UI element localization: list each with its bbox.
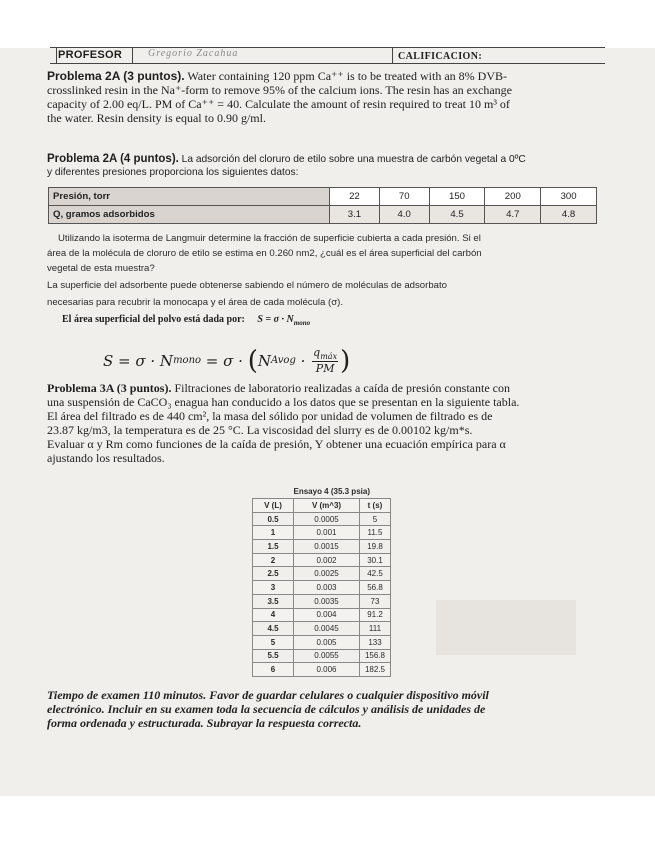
surface-area-equation (103, 346, 350, 375)
row-label-pressure: Presión, torr (49, 188, 330, 206)
table-cell: 0.0055 (294, 649, 360, 663)
problem-2-line: área de la molécula de cloruro de etilo se estima en 0.260 nm2, ¿cuál es el área superficial del carbón (47, 248, 482, 259)
equation-dot: · (295, 351, 311, 370)
problem-2-line: La adsorción del cloruro de etilo sobre una muestra de carbón vegetal a 0ºC (178, 154, 526, 165)
table-cell: 73 (360, 594, 391, 608)
table-cell: 30.1 (360, 553, 391, 567)
equation-navog-sub: Avog (270, 355, 296, 367)
table-cell: 4.7 (485, 206, 541, 224)
left-paren: ( (247, 345, 258, 376)
langmuir-data-table (48, 187, 597, 224)
table-title-row (253, 484, 391, 499)
table-cell: 200 (485, 188, 541, 206)
table-cell: 5 (360, 512, 391, 526)
table-row (49, 206, 597, 224)
right-paren: ) (340, 345, 351, 376)
table-cell: 0.0045 (294, 622, 360, 636)
instructions-line: forma ordenada y estructurada. Subrayar la respuesta correcta. (47, 716, 362, 730)
equation-mid: = σ · (201, 351, 248, 370)
table-cell: 156.8 (360, 649, 391, 663)
table-cell: 22 (330, 188, 380, 206)
table-row (253, 526, 391, 540)
table-row (253, 567, 391, 581)
table-cell: 133 (360, 635, 391, 649)
table-cell: 5.5 (253, 649, 294, 663)
problem-3-title: Problema 3A (3 puntos). (47, 381, 172, 395)
table-cell: 4.0 (379, 206, 429, 224)
table-header-row (253, 499, 391, 513)
table-cell: 56.8 (360, 581, 391, 595)
table-cell: 42.5 (360, 567, 391, 581)
table-row (253, 635, 391, 649)
table-row (253, 649, 391, 663)
table-cell: 0.0015 (294, 540, 360, 554)
fraction-denominator: PM (315, 362, 335, 376)
problem-1-paragraph (47, 69, 612, 125)
numerator-symbol: q (313, 346, 321, 359)
header-divider (132, 47, 133, 64)
table-cell: 4.5 (253, 622, 294, 636)
table-cell: 0.002 (294, 553, 360, 567)
table-cell: 0.006 (294, 663, 360, 677)
problem-3-line: Evaluar α y Rm como funciones de la caída de presión, Y obtener una ecuación empírica para α (47, 437, 506, 451)
problem-2-line: y diferentes presiones proporciona los siguientes datos: (47, 167, 299, 178)
problem-2-intro (47, 153, 617, 179)
column-header: V (m^3) (294, 499, 360, 513)
problem-3-line: 23.87 kg/m3, la temperatura es de 25 °C. La viscosidad del slurry es de 0.00102 kg/m*s. (47, 423, 473, 437)
area-formula-text: S = σ · N (257, 314, 294, 325)
problem-1-line: the water. Resin density is equal to 0.90 g/ml. (47, 111, 266, 125)
filtration-table-body (253, 512, 391, 676)
instructions-line: electrónico. Incluir en su examen toda la secuencia de cálculos y análisis de unidades de (47, 702, 486, 716)
equation-lhs-sub: mono (173, 355, 202, 367)
table-cell: 2.5 (253, 567, 294, 581)
table-cell: 4 (253, 608, 294, 622)
table-row (49, 188, 597, 206)
table-cell: 0.005 (294, 635, 360, 649)
table-row (253, 581, 391, 595)
equation-fraction (312, 346, 338, 375)
table-cell: 111 (360, 622, 391, 636)
row-label-adsorbed: Q, gramos adsorbidos (49, 206, 330, 224)
table-cell: 0.003 (294, 581, 360, 595)
problem-2-title: Problema 2A (4 puntos). (47, 153, 179, 165)
table-row (253, 540, 391, 554)
header-top-rule (50, 47, 605, 48)
shadow-smudge (436, 600, 576, 655)
table-cell: 6 (253, 663, 294, 677)
instructions-line: Tiempo de examen 110 minutos. Favor de guardar celulares o cualquier dispositivo móvil (47, 688, 489, 702)
table-cell: 11.5 (360, 526, 391, 540)
table-cell: 150 (429, 188, 485, 206)
column-header: V (L) (253, 499, 294, 513)
problem-3-line: una suspensión de CaCO₃ enagua han conducido a los datos que se presentan en la siguiente tabla. (47, 395, 520, 409)
column-header: t (s) (360, 499, 391, 513)
table-cell: 3 (253, 581, 294, 595)
table-cell: 4.5 (429, 206, 485, 224)
table-cell: 19.8 (360, 540, 391, 554)
numerator-sub: máx (320, 352, 338, 362)
table-cell: 0.001 (294, 526, 360, 540)
table-row (253, 608, 391, 622)
table-cell: 3.5 (253, 594, 294, 608)
problem-3-line: El área del filtrado es de 440 cm², la masa del sólido por unidad de volumen de filtrado es de (47, 409, 493, 423)
table-cell: 2 (253, 553, 294, 567)
table-cell: 300 (541, 188, 597, 206)
filtration-data-table (252, 484, 391, 677)
calificacion-label: CALIFICACION: (398, 51, 483, 62)
problem-3-line: Filtraciones de laboratorio realizadas a caída de presión constante con (171, 381, 510, 395)
table-cell: 70 (379, 188, 429, 206)
header-divider (56, 47, 57, 64)
table-cell: 91.2 (360, 608, 391, 622)
area-formula-line (62, 314, 310, 327)
equation-navog: N (257, 351, 271, 370)
problem-1-title: Problema 2A (3 puntos). (47, 69, 185, 83)
table-cell: 0.0025 (294, 567, 360, 581)
table-cell: 5 (253, 635, 294, 649)
problem-2-line: Utilizando la isoterma de Langmuir determine la fracción de superficie cubierta a cada presión. Si el (58, 233, 481, 244)
problem-3-paragraph (47, 381, 612, 465)
equation-lhs: S = σ · N (103, 351, 174, 370)
problem-1-line: crosslinked resin in the Na⁺-form to remove 95% of the calcium ions. The resin has an exchange (47, 83, 512, 97)
area-formula-label: El área superficial del polvo está dada por: (62, 314, 245, 325)
table-row (253, 622, 391, 636)
table-row (253, 512, 391, 526)
exam-instructions (47, 688, 607, 730)
problem-3-line: ajustando los resultados. (47, 451, 165, 465)
table-title: Ensayo 4 (35.3 psia) (293, 486, 370, 496)
problem-2-line: vegetal de esta muestra? (47, 263, 155, 274)
profesor-name-handwritten: Gregorio Zacahua (148, 48, 239, 59)
header-divider (392, 47, 393, 64)
fraction-numerator (312, 346, 338, 362)
header-bottom-rule (50, 63, 605, 64)
problem-2-line: necesarias para recubrir la monocapa y el área de cada molécula (σ). (47, 297, 344, 308)
table-row (253, 663, 391, 677)
table-row (253, 594, 391, 608)
problem-1-line: capacity of 2.00 eq/L. PM of Ca⁺⁺ = 40. Calculate the amount of resin required to treat 10 m³ of (47, 97, 510, 111)
table-cell: 0.004 (294, 608, 360, 622)
problem-1-line: Water containing 120 ppm Ca⁺⁺ is to be treated with an 8% DVB- (184, 69, 507, 83)
area-formula-short (257, 314, 310, 325)
table-row (253, 553, 391, 567)
table-cell: 4.8 (541, 206, 597, 224)
table-cell: 3.1 (330, 206, 380, 224)
profesor-label: PROFESOR (58, 49, 123, 61)
table-cell: 0.0035 (294, 594, 360, 608)
table-cell: 182.5 (360, 663, 391, 677)
table-cell: 1 (253, 526, 294, 540)
table-cell: 1.5 (253, 540, 294, 554)
area-formula-sub: mono (293, 319, 311, 327)
problem-2-line: La superficie del adsorbente puede obtenerse sabiendo el número de moléculas de adsorbato (47, 280, 448, 291)
table-cell: 0.5 (253, 512, 294, 526)
table-cell (253, 484, 294, 499)
table-cell: 0.0005 (294, 512, 360, 526)
